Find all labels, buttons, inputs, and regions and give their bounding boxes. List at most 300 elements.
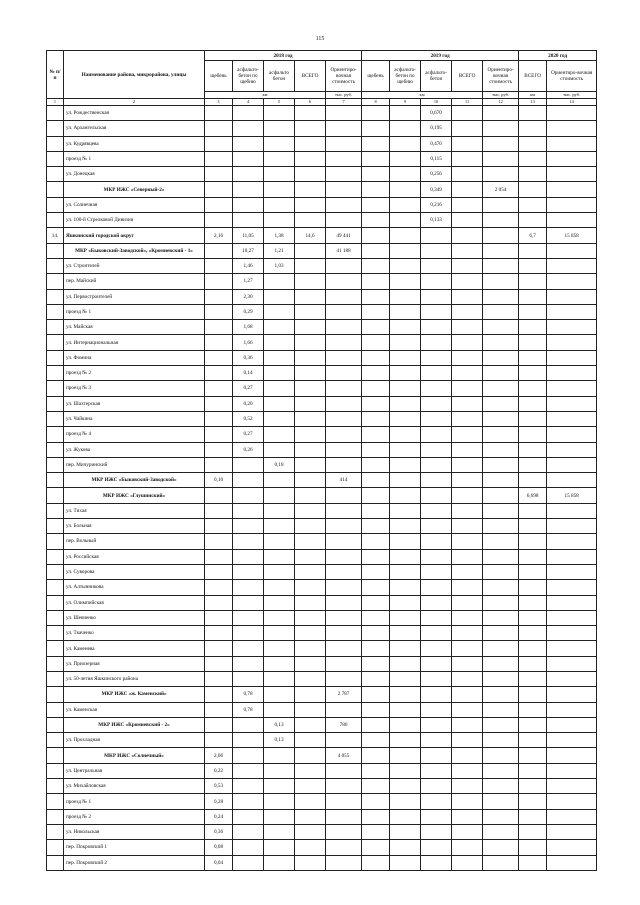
row-value: [295, 289, 326, 304]
row-value: [519, 243, 547, 258]
row-value: [390, 182, 421, 197]
row-value: [295, 151, 326, 166]
row-value: [295, 641, 326, 656]
row-value: [483, 350, 519, 365]
row-value: [326, 534, 362, 549]
row-value: [233, 136, 264, 151]
row-value: [547, 855, 597, 870]
row-value: [205, 289, 233, 304]
row-value: [547, 182, 597, 197]
table-row: [47, 274, 597, 289]
row-value: [452, 656, 483, 671]
row-value: [483, 304, 519, 319]
row-value: [452, 396, 483, 411]
row-name: ул. Приозерная: [64, 656, 205, 671]
row-name: ул. Прохладная: [64, 733, 205, 748]
row-value: [233, 656, 264, 671]
row-value: [326, 840, 362, 855]
row-value: [483, 457, 519, 472]
section-row: [47, 687, 597, 702]
row-value: [547, 580, 597, 595]
row-value: [295, 610, 326, 625]
row-value: [326, 335, 362, 350]
row-value: [295, 748, 326, 763]
row-value: [362, 564, 390, 579]
row-value: [519, 626, 547, 641]
row-name: ул. Каменева: [64, 641, 205, 656]
row-value: [547, 519, 597, 534]
row-value: [295, 381, 326, 396]
row-value: [547, 304, 597, 319]
row-value: [326, 350, 362, 365]
table-row: [47, 763, 597, 778]
row-value: [205, 320, 233, 335]
row-value: [233, 595, 264, 610]
table-row: [47, 258, 597, 273]
row-number: [47, 442, 64, 457]
row-value: [483, 213, 519, 228]
row-value: [390, 840, 421, 855]
row-value: [295, 274, 326, 289]
row-value: [390, 258, 421, 273]
row-value: [233, 457, 264, 472]
row-value: [205, 167, 233, 182]
row-value: [295, 580, 326, 595]
table-row: [47, 779, 597, 794]
roads-table: [46, 50, 597, 871]
row-value: [519, 427, 547, 442]
row-value: [326, 213, 362, 228]
row-value: [519, 733, 547, 748]
row-name: ул. Строителей: [64, 258, 205, 273]
row-value: [519, 794, 547, 809]
table-row: [47, 213, 597, 228]
row-value: [547, 274, 597, 289]
row-value: 414: [326, 473, 362, 488]
row-value: 0,53: [205, 779, 233, 794]
row-value: [362, 427, 390, 442]
row-value: [519, 855, 547, 870]
row-value: [362, 151, 390, 166]
row-value: [421, 687, 452, 702]
row-value: [362, 381, 390, 396]
table-row: [47, 671, 597, 686]
row-value: [519, 595, 547, 610]
row-value: [547, 151, 597, 166]
row-name: ул. Майская: [64, 320, 205, 335]
row-value: [519, 304, 547, 319]
row-value: [483, 794, 519, 809]
row-value: [205, 121, 233, 136]
row-value: [519, 442, 547, 457]
table-row: [47, 151, 597, 166]
column-number: 7: [326, 99, 362, 106]
row-value: [547, 167, 597, 182]
row-name: ул. Фомина: [64, 350, 205, 365]
row-value: [483, 289, 519, 304]
row-value: [264, 610, 295, 625]
row-value: [483, 595, 519, 610]
row-value: 0,20: [233, 396, 264, 411]
row-value: [205, 580, 233, 595]
row-value: 786: [326, 717, 362, 732]
row-value: [452, 366, 483, 381]
row-value: [295, 717, 326, 732]
row-value: [452, 519, 483, 534]
table-row: [47, 411, 597, 426]
row-value: [205, 595, 233, 610]
header-col: асфальто-бетон по щебню: [390, 61, 421, 92]
row-value: [421, 702, 452, 717]
row-value: [421, 396, 452, 411]
row-value: [390, 519, 421, 534]
row-value: [295, 213, 326, 228]
row-number: [47, 794, 64, 809]
row-value: [205, 687, 233, 702]
row-value: [362, 748, 390, 763]
row-value: [326, 564, 362, 579]
row-name: ул. Шахтерская: [64, 396, 205, 411]
row-value: [421, 350, 452, 365]
row-value: [483, 564, 519, 579]
row-number: [47, 167, 64, 182]
row-value: [452, 809, 483, 824]
row-value: [483, 396, 519, 411]
row-value: 0,26: [233, 442, 264, 457]
row-value: [421, 320, 452, 335]
row-value: [452, 534, 483, 549]
row-name: МКР ИЖС «Быковский-Заводской»: [64, 473, 205, 488]
row-value: 0,216: [421, 197, 452, 212]
row-value: [547, 136, 597, 151]
row-value: [483, 840, 519, 855]
row-value: [362, 488, 390, 503]
row-value: [233, 151, 264, 166]
row-value: [390, 213, 421, 228]
table-row: [47, 641, 597, 656]
row-value: [233, 779, 264, 794]
row-value: [264, 763, 295, 778]
row-value: [326, 580, 362, 595]
row-value: [390, 350, 421, 365]
row-value: [452, 794, 483, 809]
row-value: [264, 488, 295, 503]
row-value: [205, 641, 233, 656]
header-col: Ориентиро-вочная стоимость: [326, 61, 362, 92]
row-value: [519, 656, 547, 671]
row-value: [519, 763, 547, 778]
row-value: 0,24: [205, 809, 233, 824]
row-number: [47, 748, 64, 763]
row-value: [483, 121, 519, 136]
row-value: [362, 106, 390, 121]
row-value: [233, 717, 264, 732]
row-name: проезд № 1: [64, 794, 205, 809]
row-value: [295, 167, 326, 182]
table-row: [47, 610, 597, 625]
row-value: [295, 534, 326, 549]
column-number: 11: [452, 99, 483, 106]
row-value: [362, 197, 390, 212]
row-value: 0,13: [264, 717, 295, 732]
row-value: 0,256: [421, 167, 452, 182]
row-value: [483, 733, 519, 748]
row-value: [421, 549, 452, 564]
row-value: [483, 717, 519, 732]
row-value: 6,7: [519, 228, 547, 243]
row-value: [547, 595, 597, 610]
row-number: [47, 717, 64, 732]
row-value: [326, 671, 362, 686]
row-value: [483, 763, 519, 778]
row-value: [390, 197, 421, 212]
row-value: [519, 641, 547, 656]
row-number: [47, 840, 64, 855]
row-value: [547, 411, 597, 426]
row-value: [264, 182, 295, 197]
row-value: [295, 335, 326, 350]
row-value: [390, 809, 421, 824]
row-value: [233, 626, 264, 641]
row-value: 0,27: [233, 427, 264, 442]
row-value: [390, 396, 421, 411]
table-row: [47, 595, 597, 610]
row-value: [326, 151, 362, 166]
table-row: [47, 335, 597, 350]
row-value: 1,66: [233, 335, 264, 350]
row-value: [326, 503, 362, 518]
row-value: [519, 503, 547, 518]
row-value: [547, 381, 597, 396]
row-number: [47, 595, 64, 610]
row-value: [264, 580, 295, 595]
row-value: [452, 488, 483, 503]
row-name: ул. Олимпийская: [64, 595, 205, 610]
row-value: [264, 549, 295, 564]
row-value: [421, 442, 452, 457]
row-value: [547, 687, 597, 702]
row-value: [547, 442, 597, 457]
row-value: [233, 534, 264, 549]
row-value: 0,670: [421, 106, 452, 121]
row-value: [295, 136, 326, 151]
row-value: [264, 641, 295, 656]
row-value: [264, 779, 295, 794]
row-value: 0,28: [205, 794, 233, 809]
row-value: [547, 457, 597, 472]
table-row: [47, 549, 597, 564]
row-value: [295, 411, 326, 426]
row-name: ул. Солнечная: [64, 197, 205, 212]
row-name: ул. Ткаченко: [64, 626, 205, 641]
row-value: [483, 228, 519, 243]
row-value: [362, 656, 390, 671]
row-value: [264, 136, 295, 151]
row-value: [390, 488, 421, 503]
row-value: [519, 671, 547, 686]
row-name: ул. Шевченко: [64, 610, 205, 625]
row-value: [233, 748, 264, 763]
row-name: проезд № 3: [64, 381, 205, 396]
row-value: [205, 304, 233, 319]
row-value: [452, 274, 483, 289]
row-value: [362, 779, 390, 794]
row-value: [233, 564, 264, 579]
row-value: [483, 366, 519, 381]
row-value: [205, 717, 233, 732]
row-value: [264, 396, 295, 411]
column-number: 6: [295, 99, 326, 106]
row-value: [421, 794, 452, 809]
row-name: МКР ИЖС «Солнечный»: [64, 748, 205, 763]
row-value: [264, 702, 295, 717]
row-value: [326, 381, 362, 396]
row-value: [326, 733, 362, 748]
row-value: [519, 136, 547, 151]
row-number: [47, 396, 64, 411]
row-value: [205, 656, 233, 671]
row-value: [205, 519, 233, 534]
row-value: [519, 411, 547, 426]
row-value: 14,6: [295, 228, 326, 243]
table-row: [47, 656, 597, 671]
row-value: [264, 534, 295, 549]
row-value: [547, 121, 597, 136]
row-value: [326, 763, 362, 778]
row-value: [362, 320, 390, 335]
row-value: [326, 427, 362, 442]
row-number: [47, 809, 64, 824]
row-value: [519, 151, 547, 166]
row-value: [547, 503, 597, 518]
row-value: [390, 610, 421, 625]
row-value: [519, 824, 547, 839]
row-value: [295, 503, 326, 518]
row-value: [483, 442, 519, 457]
row-value: [519, 717, 547, 732]
row-value: [547, 794, 597, 809]
row-value: [295, 763, 326, 778]
row-number: [47, 106, 64, 121]
row-value: [295, 243, 326, 258]
row-value: [326, 396, 362, 411]
row-value: [483, 610, 519, 625]
row-value: [452, 595, 483, 610]
section-row: [47, 488, 597, 503]
row-value: 2 787: [326, 687, 362, 702]
row-name: проезд № 2: [64, 366, 205, 381]
row-value: [264, 427, 295, 442]
row-value: [547, 549, 597, 564]
row-value: 1,03: [264, 258, 295, 273]
table-row: [47, 121, 597, 136]
table-row: [47, 840, 597, 855]
row-value: [326, 595, 362, 610]
row-value: [326, 258, 362, 273]
row-value: [205, 457, 233, 472]
row-value: [233, 610, 264, 625]
row-value: [421, 366, 452, 381]
row-value: [519, 534, 547, 549]
row-value: [483, 197, 519, 212]
header-year-2018: 2018 год: [205, 51, 362, 61]
row-value: [295, 671, 326, 686]
row-name: пер. Покровский 1: [64, 840, 205, 855]
row-value: [295, 733, 326, 748]
row-number: [47, 197, 64, 212]
row-value: [233, 763, 264, 778]
row-name: ул. Донецкая: [64, 167, 205, 182]
row-value: [326, 641, 362, 656]
row-value: [483, 641, 519, 656]
row-value: [205, 350, 233, 365]
row-number: 14.: [47, 228, 64, 243]
row-value: [362, 549, 390, 564]
row-value: 4 055: [326, 748, 362, 763]
header-unit-rub: тыс. руб.: [326, 92, 362, 99]
row-value: [390, 503, 421, 518]
row-name: ул. Суворова: [64, 564, 205, 579]
row-value: [362, 626, 390, 641]
row-value: [390, 671, 421, 686]
row-value: [421, 748, 452, 763]
row-value: [264, 381, 295, 396]
row-value: [452, 304, 483, 319]
row-value: [483, 274, 519, 289]
row-value: [362, 274, 390, 289]
row-value: [483, 549, 519, 564]
row-name: ул. Каменская: [64, 702, 205, 717]
row-value: [264, 197, 295, 212]
row-value: [326, 488, 362, 503]
row-value: [205, 182, 233, 197]
row-value: [421, 457, 452, 472]
row-name: ул. Кудрявцева: [64, 136, 205, 151]
row-value: [519, 809, 547, 824]
row-value: [421, 289, 452, 304]
row-value: [390, 626, 421, 641]
row-value: [390, 304, 421, 319]
row-value: [295, 427, 326, 442]
row-value: [326, 656, 362, 671]
row-value: [362, 304, 390, 319]
table-row: [47, 350, 597, 365]
row-value: [519, 320, 547, 335]
row-name: проезд № 1: [64, 151, 205, 166]
row-value: 0,78: [233, 702, 264, 717]
table-row: [47, 320, 597, 335]
row-value: [362, 855, 390, 870]
row-value: [264, 213, 295, 228]
table-row: [47, 106, 597, 121]
row-value: [390, 366, 421, 381]
row-value: [390, 457, 421, 472]
row-value: [390, 641, 421, 656]
row-value: [519, 457, 547, 472]
row-value: [326, 304, 362, 319]
section-row: [47, 748, 597, 763]
row-name: ул. Интернациональная: [64, 335, 205, 350]
row-number: [47, 580, 64, 595]
row-number: [47, 610, 64, 625]
row-value: [547, 213, 597, 228]
row-value: [483, 809, 519, 824]
column-number: 9: [390, 99, 421, 106]
row-value: [295, 366, 326, 381]
row-value: [264, 671, 295, 686]
row-value: [452, 427, 483, 442]
row-value: 1,38: [264, 228, 295, 243]
